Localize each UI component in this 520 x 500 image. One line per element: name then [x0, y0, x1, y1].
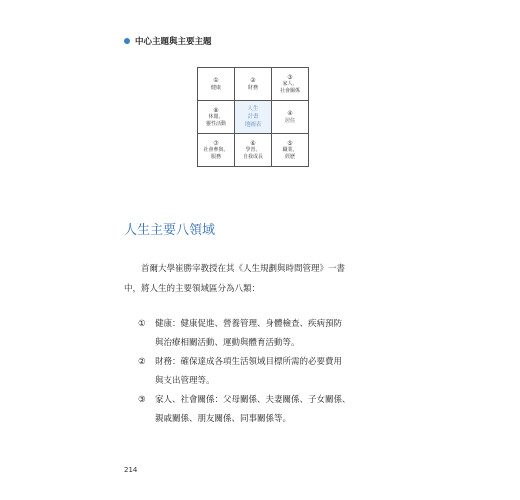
grid-cell-leisure [198, 101, 235, 134]
domain-list [124, 315, 384, 429]
grid-cell-social [198, 134, 235, 167]
item-line: 親戚關係、朋友關係、同事關係等。 [155, 414, 292, 424]
cell-number: ① [213, 76, 219, 84]
item-number: ② [138, 357, 146, 367]
bullet-icon [124, 38, 130, 44]
grid-cell-center [235, 101, 272, 134]
intro-paragraph [124, 259, 384, 299]
item-line: 與支出管理等。 [155, 376, 215, 386]
cell-label: 健康 [210, 84, 221, 91]
cell-label: 休閒、 靈性活動 [205, 114, 226, 127]
cell-label: 財務 [247, 84, 258, 91]
item-number: ① [138, 319, 146, 329]
center-theme-text: 人生 計畫 地圖表 [244, 105, 262, 129]
cell-label: 學習、 自我成長 [242, 147, 263, 160]
item-line: 健康：健康促進、營養管理、身體檢查、疾病預防 [155, 319, 343, 329]
item-line: 與治療相關活動、運動與體育活動等。 [155, 338, 300, 348]
cell-number: ⑧ [213, 106, 219, 114]
cell-number: ④ [287, 109, 293, 117]
item-number: ③ [138, 395, 146, 405]
grid-cell-residence [272, 101, 309, 134]
grid-cell-family [272, 68, 309, 101]
intro-line: 中，將人生的主要領域區分為八類： [124, 284, 261, 294]
page-number: 214 [124, 466, 138, 474]
cell-number: ② [250, 76, 256, 84]
section-heading: 人生主要八領域 [124, 223, 216, 238]
cell-label: 家人、 社會關係 [279, 81, 300, 94]
grid-cell-finance [235, 68, 272, 101]
list-item [124, 315, 384, 353]
cell-number: ⑦ [213, 139, 219, 147]
cell-label: 職業、 經歷 [282, 147, 298, 160]
intro-line: 首爾大學崔勝宰教授在其《人生規劃與時間管理》一書 [141, 264, 346, 274]
cell-number: ⑥ [250, 139, 256, 147]
item-line: 家人、社會關係：父母關係、夫妻關係、子女關係、 [155, 395, 351, 405]
grid-cell-health [198, 68, 235, 101]
mandala-grid [197, 67, 309, 167]
cell-label: 社會參與、 服務 [203, 147, 229, 160]
section-title: 中心主題與主要主題 [135, 37, 212, 47]
list-item [124, 391, 384, 429]
section-header [124, 35, 212, 47]
cell-number: ⑤ [287, 139, 293, 147]
grid-cell-career [272, 134, 309, 167]
list-item [124, 353, 384, 391]
cell-label: 居住 [284, 117, 295, 124]
item-line: 財務：確保達成各項生活領域目標所需的必要費用 [155, 357, 343, 367]
cell-number: ③ [287, 73, 293, 81]
grid-cell-learning [235, 134, 272, 167]
